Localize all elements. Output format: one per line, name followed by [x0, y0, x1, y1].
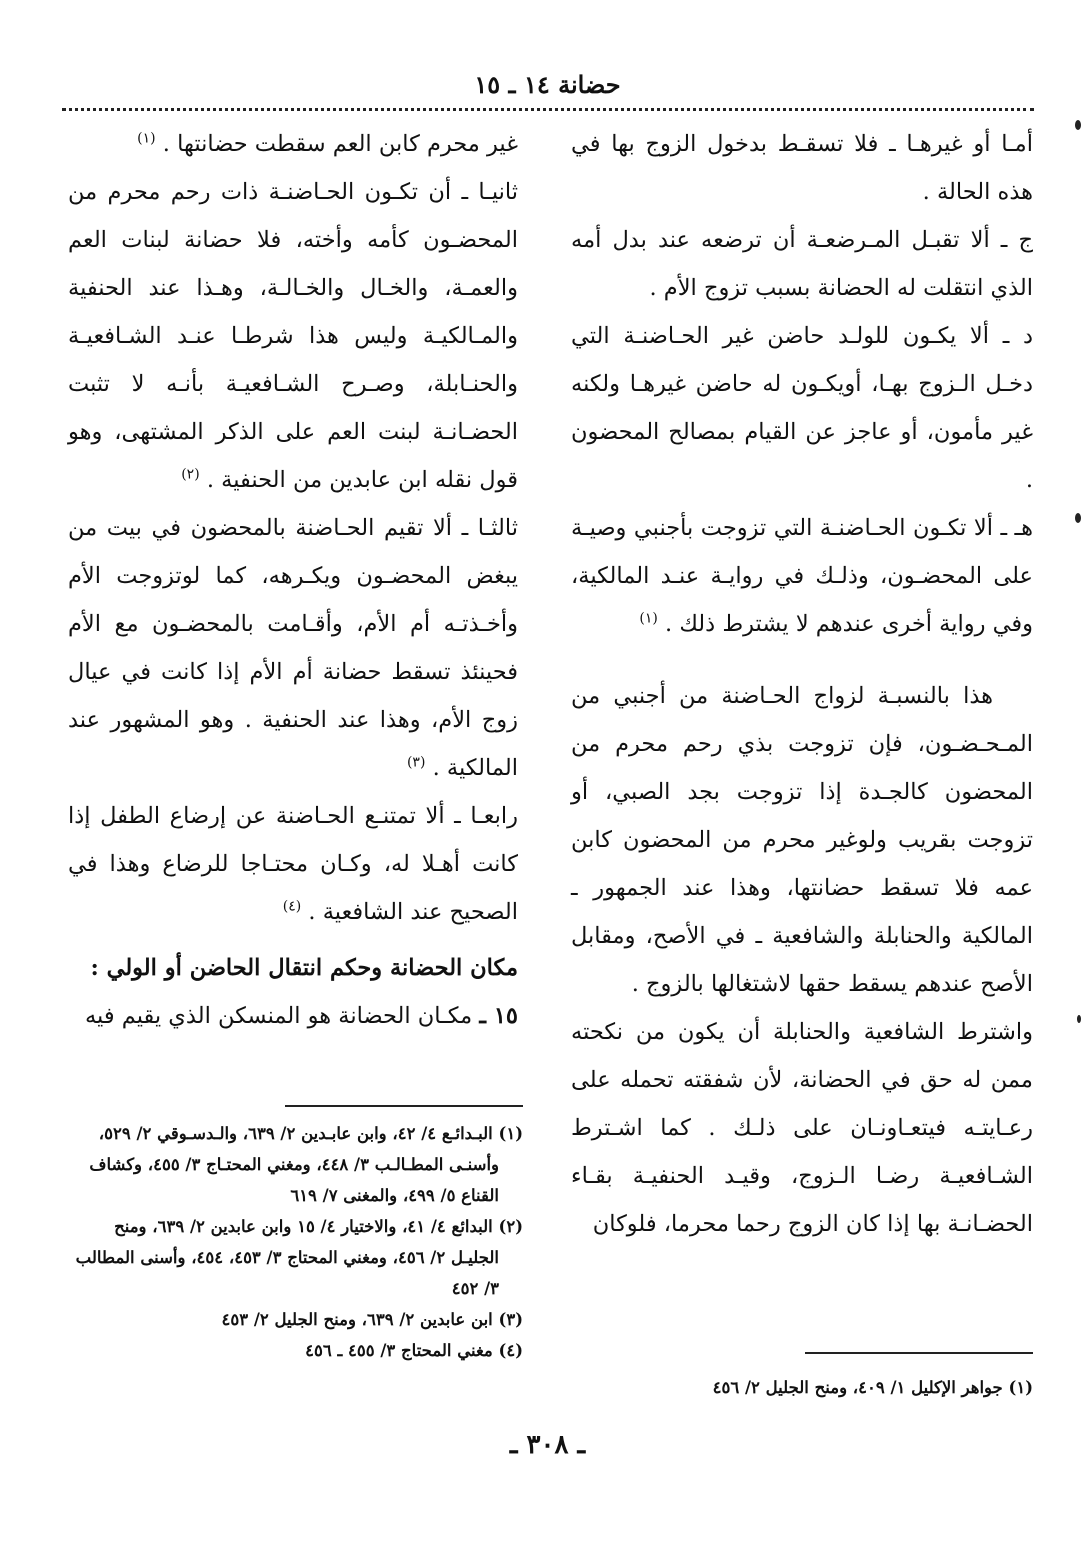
running-header: حضانة ١٤ ـ ١٥: [474, 70, 621, 99]
section-heading: مكان الحضانة وحكم انتقال الحاضن أو الولي :: [90, 955, 518, 981]
paragraph-number: ١٥ ـ: [479, 1003, 518, 1029]
right-paragraph-1: أمـا أو غيرهـا ـ فلا تسقـط بدخول الزوج بها في هذه الحالة .: [571, 131, 1033, 205]
right-paragraph-3: د ـ ألا يكـون للولـد حاضن غير الحـاضنـة التي دخـل الـزوج بهـا، أويكـون له حاضن غيرهـا ولكنه غير مأمون، أو عاجز عن القيام بمصالح المحضون .: [571, 323, 1033, 493]
footnote-ref: (١): [137, 130, 156, 147]
scan-mark: [1077, 1015, 1081, 1023]
left-paragraph-1: [68, 120, 518, 168]
footnote-separator-left: [285, 1105, 523, 1107]
footnote-separator-right: [805, 1352, 1033, 1354]
left-paragraph-4: [68, 792, 518, 936]
footnote-item: (١) جواهر الإكليل ١/ ٤٠٩، ومنح الجليل ٢/ ٤٥٦: [712, 1378, 1033, 1397]
footnotes-left: [68, 1118, 523, 1366]
left-column: [68, 120, 518, 1040]
right-paragraph-4-text: هـ ـ ألا تكـون الحـاضنـة التي تزوجت بأجنبي وصيـة على المحضـون، وذلـك في روايـة عنـد المالكية، وفي رواية أخرى عندهم لا يشترط ذلك .: [571, 515, 1033, 637]
left-paragraph-5-text: مكـان الحضانة هو المنسكن الذي يقيم فيه: [84, 1003, 473, 1029]
scan-mark: [1075, 513, 1081, 523]
footnote-item: (٤) مغني المحتاج ٣/ ٤٥٥ ـ ٤٥٦: [305, 1341, 523, 1360]
page-number: ـ ٣٠٨ ـ: [509, 1430, 586, 1460]
footnote-item: (١) البـدائـع ٤/ ٤٢، وابن عابـدين ٢/ ٦٣٩، والـدسـوقي ٢/ ٥٢٩، وأسنـى المطـالـب ٣/ ٤٤٨، ومغني المحتـاج ٣/ ٤٥٥، وكشاف القناع ٥/ ٤٩٩، والمغنى ٧/ ٦١٩: [89, 1124, 523, 1205]
left-paragraph-3-text: ثالثـا ـ ألا تقيم الحـاضنة بالمحضون في بيت من يبغض المحضـون ويكـرهه، كما لوتزوجت الأم وأخـذتـه أم الأم، وأقـامت بالمحضـون مع الأم فحينئذ تسقط حضانة أم الأم إذا كانت في عيال زوج الأم، وهذا عند الحنفية . وهو المشهور عند المالكية .: [68, 515, 518, 781]
right-column: [571, 120, 1033, 1248]
left-paragraph-1-text: غير محرم كابن العم سقطت حضانتها .: [162, 131, 518, 157]
footnote-item: (٢) البدائع ٤/ ٤١، والاختيار ٤/ ١٥ وابن عابدين ٢/ ٦٣٩، ومنح الجليـل ٢/ ٤٥٦، ومغني المحتاج ٣/ ٤٥٣، ٤٥٤، وأسنى المطالب ٣/ ٤٥٢: [75, 1217, 523, 1298]
footnotes-right: [571, 1372, 1033, 1403]
left-paragraph-2: [68, 168, 518, 504]
right-paragraph-5: هذا بالنسبـة لزواج الحـاضنة من أجنبي من المـحـضـون، فإن تزوجت بذي رحم محرم من المحضون كالجـدة إذا تزوجت بجد الصبي، أو تزوجت بقريب ولوغير محرم من المحضون كابن عمه فلا تسقط حضانتها، وهذا عند الجمهور ـ المالكية والحنابلة والشافعية ـ في الأصح، ومقابل الأصح عندهم يسقط حقها لاشتغالها بالزوج .: [571, 683, 1033, 997]
right-paragraph-4: [571, 504, 1033, 648]
left-paragraph-2-text: ثانيـا ـ أن تكـون الحـاضنـة ذات رحم محرم من المحضـون كأمه وأخته، فلا حضانة لبنات العم والعمـة، والخـال والخـالـة، وهـذا عند الحنفية والمـالكيـة وليس هذا شرطـا عنـد الشـافعيـة والحنـابلة، وصـرح الشـافعيـة بأنـه لا تثبت الحضـانـة لبنت العم على الذكر المشتهى، وهو قول نقله ابن عابدين من الحنفية .: [68, 179, 518, 493]
left-paragraph-4-text: رابعـا ـ ألا تمتنـع الحـاضنة عن إرضاع الطفل إذا كانت أهـلا له، وكـان محتـاجا للرضاع وهذا في الصحيح عند الشافعية .: [68, 803, 518, 925]
right-paragraph-6: واشترط الشافعية والحنابلة أن يكون من نكحته ممن له حق في الحضانة، لأن شفقته تحمله على رعـايتـه فيتعـاونـان على ذلـك . كما اشـترط الشـافعيـة رضـا الـزوج، وقيـد الحنفيـة بقـاء الحضـانـة بها إذا كان الزوج رحما محرما، فلوكان: [571, 1019, 1033, 1237]
footnote-item: (٣) ابن عابدين ٢/ ٦٣٩، ومنح الجليل ٢/ ٤٥٣: [221, 1310, 523, 1329]
left-paragraph-3: [68, 504, 518, 792]
left-paragraph-5: [68, 992, 518, 1040]
right-paragraph-2: ج ـ ألا تقبـل المـرضعـة أن ترضعه عند بدل أمه الذي انتقلت له الحضانة بسبب تزوج الأم .: [571, 227, 1033, 301]
footnote-ref: (٤): [282, 898, 302, 915]
scan-mark: [1075, 120, 1081, 130]
header-dotted-rule: [62, 108, 1034, 111]
footnote-ref: (٢): [181, 466, 200, 483]
footnote-ref: (١): [639, 610, 658, 627]
footnote-ref: (٣): [406, 754, 426, 771]
